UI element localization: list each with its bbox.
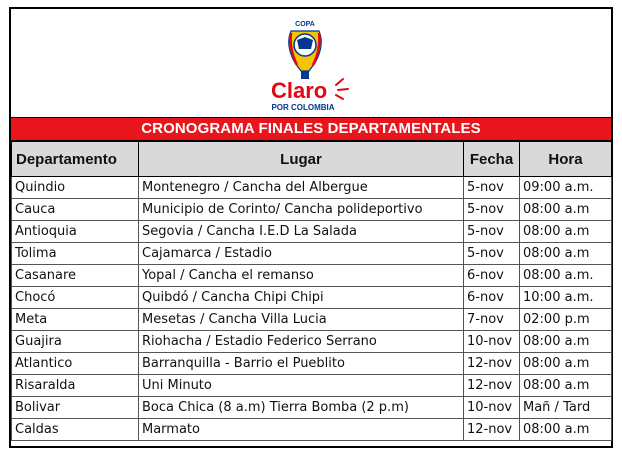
cell-lugar: Segovia / Cancha I.E.D La Salada xyxy=(139,221,464,243)
cell-departamento: Risaralda xyxy=(12,375,139,397)
cell-hora: 08:00 a.m xyxy=(520,199,612,221)
claro-rays-icon xyxy=(336,79,348,99)
cell-lugar: Yopal / Cancha el remanso xyxy=(139,265,464,287)
table-row xyxy=(12,397,612,419)
schedule-document xyxy=(9,7,613,448)
cell-fecha: 6-nov xyxy=(464,287,520,309)
table-row xyxy=(12,199,612,221)
cell-lugar: Municipio de Corinto/ Cancha polideportivo xyxy=(139,199,464,221)
cell-hora: 09:00 a.m. xyxy=(520,177,612,199)
header-fecha: Fecha xyxy=(464,142,520,177)
cell-hora: 08:00 a.m xyxy=(520,419,612,441)
cell-fecha: 6-nov xyxy=(464,265,520,287)
cell-departamento: Casanare xyxy=(12,265,139,287)
cell-lugar: Montenegro / Cancha del Albergue xyxy=(139,177,464,199)
cell-fecha: 5-nov xyxy=(464,177,520,199)
header-departamento: Departamento xyxy=(12,142,139,177)
cell-fecha: 7-nov xyxy=(464,309,520,331)
cell-fecha: 5-nov xyxy=(464,221,520,243)
table-row xyxy=(12,243,612,265)
logo-subtitle: POR COLOMBIA xyxy=(271,103,335,112)
schedule-title-banner: CRONOGRAMA FINALES DEPARTAMENTALES xyxy=(11,117,611,141)
cell-departamento: Meta xyxy=(12,309,139,331)
cell-fecha: 12-nov xyxy=(464,419,520,441)
table-row xyxy=(12,265,612,287)
table-row xyxy=(12,419,612,441)
cell-departamento: Atlantico xyxy=(12,353,139,375)
cell-hora: 08:00 a.m xyxy=(520,375,612,397)
cell-departamento: Bolivar xyxy=(12,397,139,419)
header-hora: Hora xyxy=(520,142,612,177)
cell-hora: 08:00 a.m. xyxy=(520,265,612,287)
table-row xyxy=(12,221,612,243)
cell-hora: 08:00 a.m xyxy=(520,353,612,375)
logo-brand-text: Claro xyxy=(271,78,328,103)
cell-hora: 10:00 a.m. xyxy=(520,287,612,309)
cell-lugar: Barranquilla - Barrio el Pueblito xyxy=(139,353,464,375)
table-row xyxy=(12,309,612,331)
cell-hora: 08:00 a.m xyxy=(520,221,612,243)
cell-departamento: Tolima xyxy=(12,243,139,265)
cell-lugar: Riohacha / Estadio Federico Serrano xyxy=(139,331,464,353)
table-row xyxy=(12,287,612,309)
cell-departamento: Caldas xyxy=(12,419,139,441)
cell-fecha: 10-nov xyxy=(464,397,520,419)
cell-hora: 08:00 a.m xyxy=(520,243,612,265)
table-row xyxy=(12,375,612,397)
cell-departamento: Cauca xyxy=(12,199,139,221)
cell-fecha: 5-nov xyxy=(464,199,520,221)
cell-fecha: 10-nov xyxy=(464,331,520,353)
cell-departamento: Quindio xyxy=(12,177,139,199)
copa-claro-logo xyxy=(267,15,357,115)
cell-hora: 08:00 a.m xyxy=(520,331,612,353)
cell-lugar: Boca Chica (8 a.m) Tierra Bomba (2 p.m) xyxy=(139,397,464,419)
cell-lugar: Cajamarca / Estadio xyxy=(139,243,464,265)
table-header-row xyxy=(12,142,612,177)
cell-fecha: 5-nov xyxy=(464,243,520,265)
table-row xyxy=(12,331,612,353)
cell-lugar: Marmato xyxy=(139,419,464,441)
header-lugar: Lugar xyxy=(139,142,464,177)
cell-fecha: 12-nov xyxy=(464,353,520,375)
table-row xyxy=(12,353,612,375)
cell-departamento: Guajira xyxy=(12,331,139,353)
cell-hora: 02:00 p.m xyxy=(520,309,612,331)
table-row xyxy=(12,177,612,199)
cell-lugar: Uni Minuto xyxy=(139,375,464,397)
logo-copa-text: COPA xyxy=(295,21,315,28)
cell-lugar: Mesetas / Cancha Villa Lucia xyxy=(139,309,464,331)
cell-departamento: Antioquia xyxy=(12,221,139,243)
logo-area xyxy=(11,9,611,117)
cell-hora: Mañ / Tard xyxy=(520,397,612,419)
cell-departamento: Chocó xyxy=(12,287,139,309)
cell-lugar: Quibdó / Cancha Chipi Chipi xyxy=(139,287,464,309)
cell-fecha: 12-nov xyxy=(464,375,520,397)
schedule-table xyxy=(11,141,612,441)
